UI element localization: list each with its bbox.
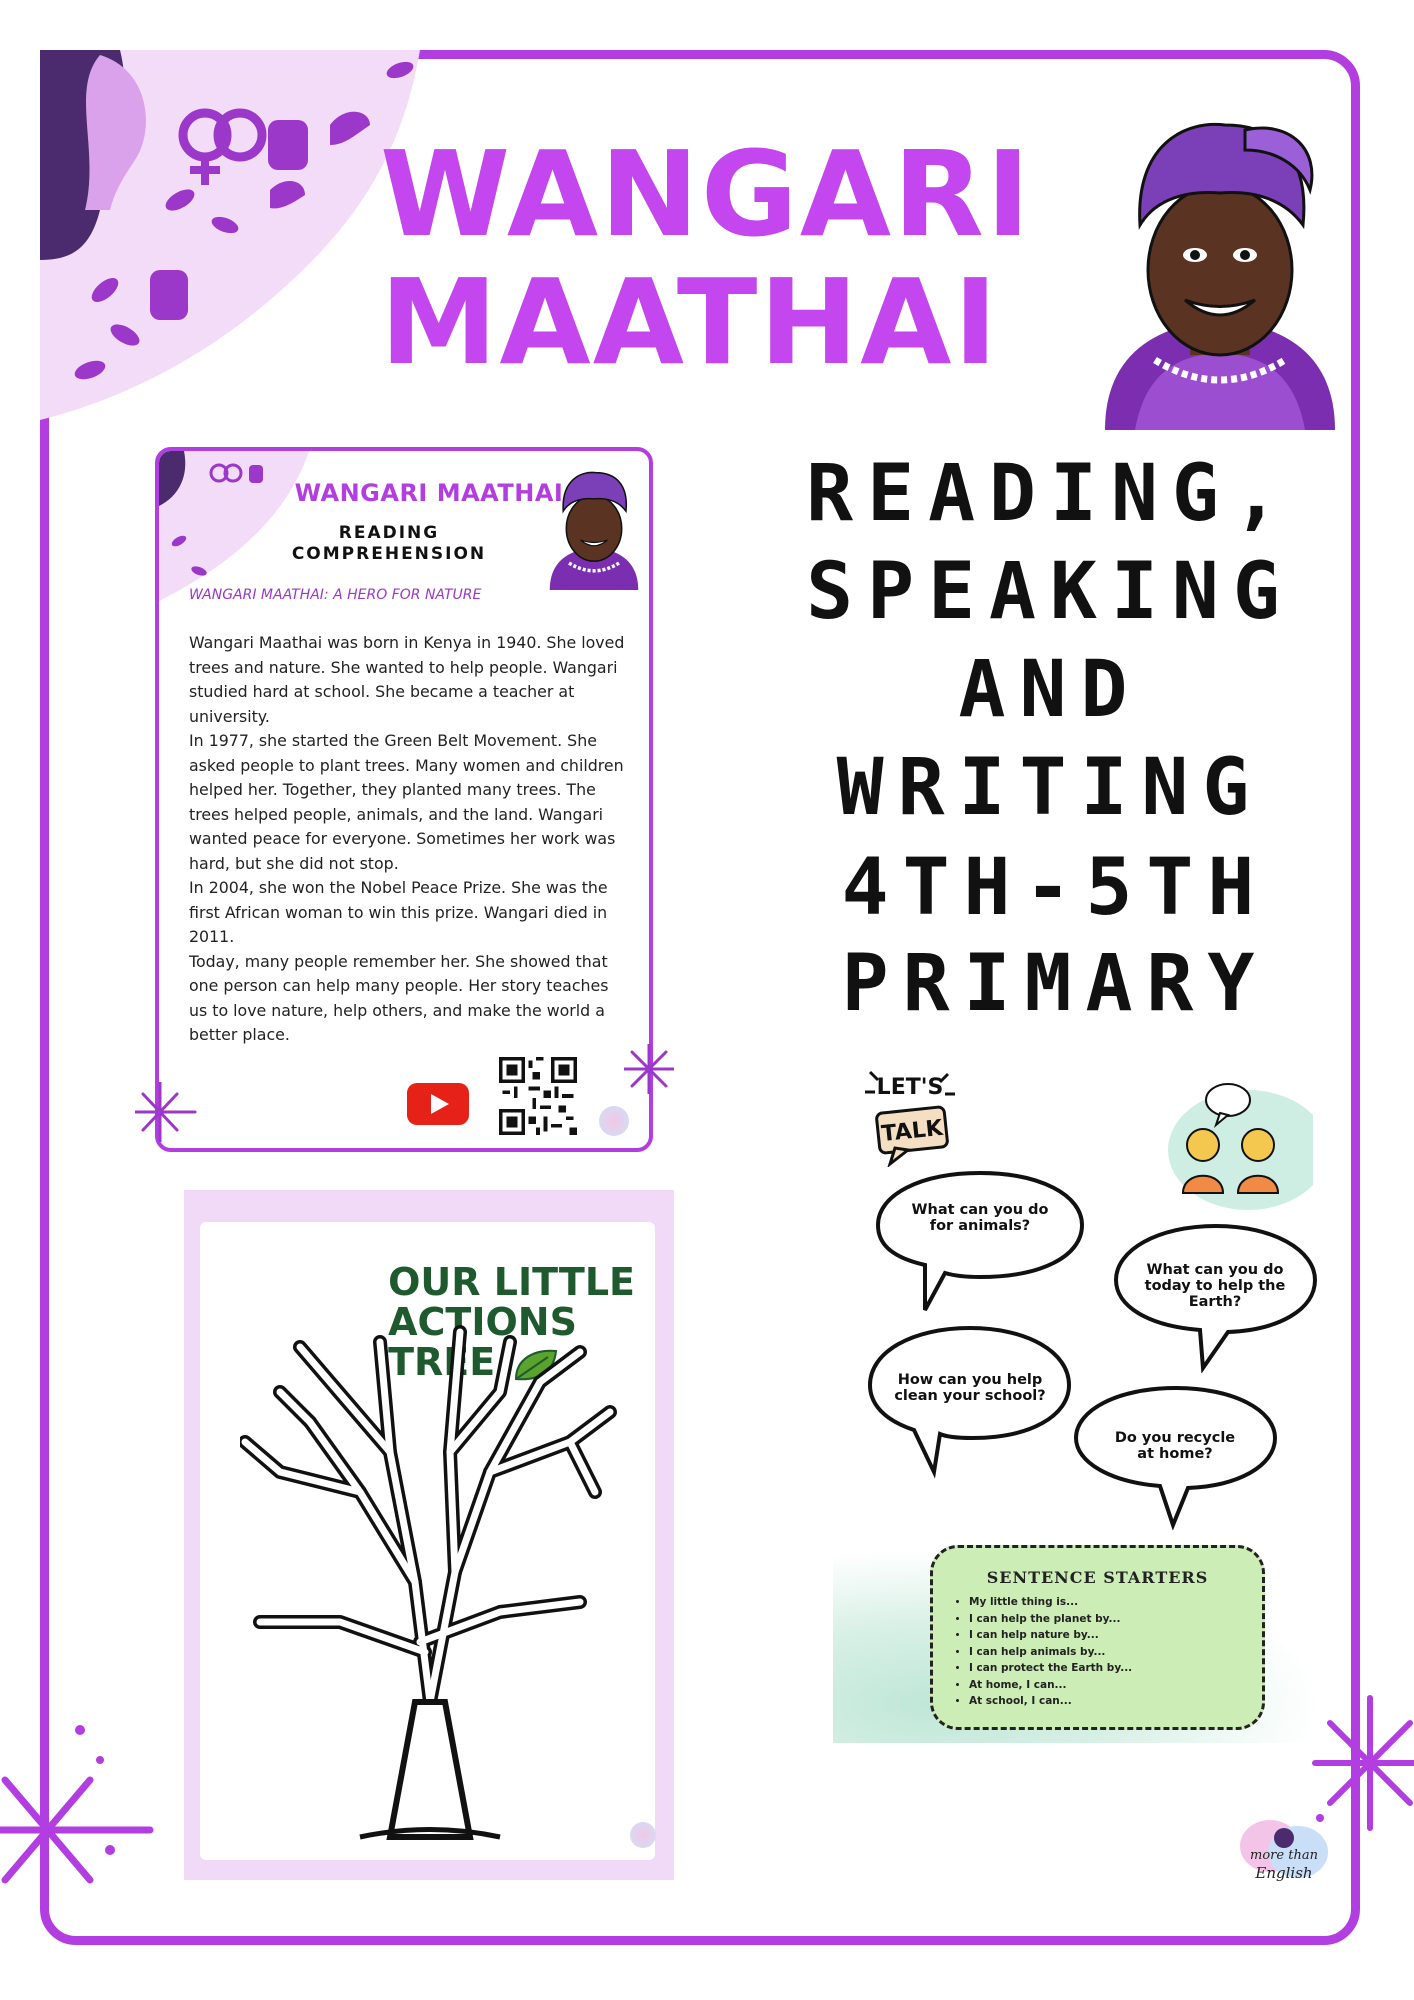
card-subtitle-line-1: READING xyxy=(338,523,440,543)
sentence-starters-box xyxy=(930,1545,1265,1730)
page-title xyxy=(380,125,1032,391)
grade-line-2: PRIMARY xyxy=(841,939,1269,1029)
tree-title-line-2: ACTIONS xyxy=(388,1300,577,1344)
youtube-icon[interactable] xyxy=(407,1083,469,1125)
starter-item: • I can help animals by... xyxy=(969,1644,1132,1661)
talk-text: TALK xyxy=(880,1115,944,1148)
grade-line-1: 4TH-5TH xyxy=(841,843,1269,933)
wangari-portrait-illustration xyxy=(1095,105,1345,430)
skills-heading xyxy=(740,445,1360,837)
card-subtitle-line-2: COMPREHENSION xyxy=(291,544,487,564)
reading-paragraph: Wangari Maathai was born in Kenya in 1940. She loved trees and nature. She wanted to help people. Wangari studied hard at school. She became a teacher at university. xyxy=(189,633,625,726)
lets-text: LET'S xyxy=(876,1075,944,1100)
skills-heading-line-3: AND WRITING xyxy=(836,645,1264,833)
speech-bubble xyxy=(870,1165,1090,1315)
grade-level-heading xyxy=(800,840,1310,1032)
sparkle-icon xyxy=(624,1044,674,1094)
reading-heading: WANGARI MAATHAI: A HERO FOR NATURE xyxy=(189,587,482,603)
tree-title-line-1: OUR LITTLE xyxy=(388,1260,635,1304)
title-line-1: WANGARI xyxy=(380,125,1032,263)
reading-text xyxy=(189,631,629,1048)
skills-heading-line-1: READING, xyxy=(806,449,1294,539)
card-title: WANGARI MAATHAI xyxy=(294,479,564,507)
actions-tree-sheet xyxy=(200,1222,655,1860)
people-talking-illustration xyxy=(1158,1065,1313,1210)
starters-list xyxy=(953,1594,1132,1710)
skills-heading-line-2: SPEAKING xyxy=(806,547,1294,637)
tree-title-line-3-text: TREE xyxy=(388,1340,496,1384)
brand-line-2: English xyxy=(1255,1864,1313,1882)
starter-item: • At school, I can... xyxy=(969,1693,1132,1710)
card-portrait-illustration xyxy=(544,465,644,590)
card-subtitle xyxy=(279,523,499,565)
reading-paragraph: Today, many people remember her. She showed that one person can help many people. Her story teaches us to love nature, help others, and make the world a better place. xyxy=(189,951,609,1044)
brand-logo-small xyxy=(630,1822,656,1848)
sparkle-icon xyxy=(0,1700,160,1900)
question-recycle: Do you recycle at home? xyxy=(1114,1430,1236,1462)
starter-item: • My little thing is... xyxy=(969,1594,1132,1611)
actions-tree-card xyxy=(184,1190,674,1880)
bare-tree-illustration xyxy=(240,1322,630,1842)
reading-paragraph: In 1977, she started the Green Belt Movement. She asked people to plant trees. Many women and children helped her. Together, they planted many trees. The trees helped people, animals, and the land. Wangari wanted peace for everyone. Sometimes her work was hard, but she did not stop. xyxy=(189,731,624,873)
reading-paragraph: In 2004, she won the Nobel Peace Prize. She was the first African woman to win this prize. Wangari died in 2011. xyxy=(189,878,608,946)
brand-logo-small xyxy=(599,1106,629,1136)
starters-title: SENTENCE STARTERS xyxy=(986,1568,1209,1587)
title-line-2: MAATHAI xyxy=(380,253,1000,391)
starter-item: • I can help the planet by... xyxy=(969,1611,1132,1628)
womens-rights-corner-decoration xyxy=(40,50,430,420)
question-earth: What can you do today to help the Earth? xyxy=(1144,1262,1286,1310)
question-school: How can you help clean your school? xyxy=(894,1372,1046,1404)
sparkle-icon xyxy=(135,1082,205,1142)
qr-code-icon[interactable] xyxy=(499,1057,577,1135)
question-animals: What can you do for animals? xyxy=(911,1202,1049,1234)
starter-item: • At home, I can... xyxy=(969,1677,1132,1694)
starter-item: • I can protect the Earth by... xyxy=(969,1660,1132,1677)
reading-comprehension-card xyxy=(155,447,653,1152)
brand-line-1: more than xyxy=(1250,1848,1318,1863)
lets-talk-badge xyxy=(860,1062,960,1167)
more-than-english-logo xyxy=(1230,1808,1338,1898)
starter-item: • I can help nature by... xyxy=(969,1627,1132,1644)
